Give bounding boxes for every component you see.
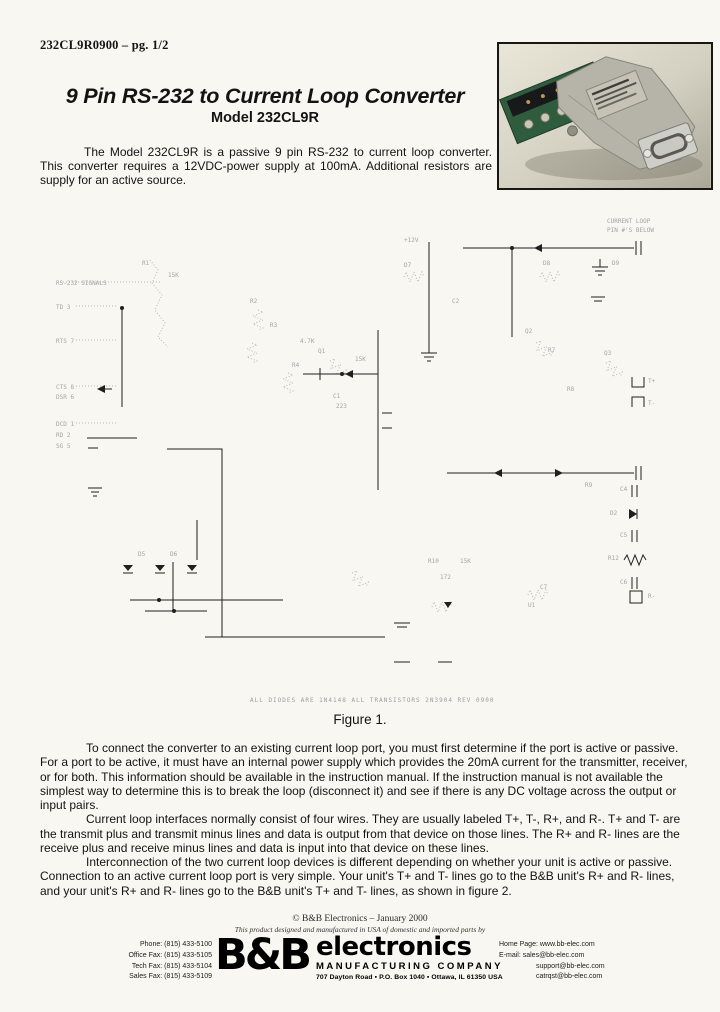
svg-text:C6: C6 bbox=[620, 579, 628, 586]
svg-text:172: 172 bbox=[440, 574, 451, 581]
svg-text:R4: R4 bbox=[292, 362, 300, 369]
bb-logo-address: 707 Dayton Road ▪ P.O. Box 1040 ▪ Ottawa, IL 61350 USA bbox=[316, 974, 503, 981]
svg-text:RTS 7: RTS 7 bbox=[56, 338, 75, 345]
svg-text:D5: D5 bbox=[138, 551, 146, 558]
schematic-note: ALL DIODES ARE 1N4148 ALL TRANSISTORS 2N3904 REV 0900 bbox=[250, 697, 495, 704]
svg-text:R3: R3 bbox=[270, 322, 278, 329]
circuit-schematic-figure1 bbox=[0, 215, 720, 710]
svg-text:D7: D7 bbox=[404, 262, 412, 269]
body-paragraph: Current loop interfaces normally consist of four wires. They are usually labeled T+, T-, R+, and R-. T+ and T- are the transmit plus and transmit minus lines and data is output from that device on those lines. The R+ and R- lines are the receive plus and receive minus lines and data is input into that device on these lines. bbox=[40, 812, 681, 855]
svg-text:Q2: Q2 bbox=[525, 328, 533, 335]
svg-text:PIN #'S BELOW: PIN #'S BELOW bbox=[607, 227, 654, 234]
svg-text:C7: C7 bbox=[540, 584, 548, 591]
page-title: 9 Pin RS-232 to Current Loop Converter bbox=[65, 84, 465, 108]
web-line: E-mail: sales@bb-elec.com bbox=[499, 951, 585, 959]
svg-text:D2: D2 bbox=[610, 510, 618, 517]
bb-logo-name: electronics bbox=[316, 932, 472, 962]
svg-text:DCD 1: DCD 1 bbox=[56, 421, 75, 428]
svg-text:C1: C1 bbox=[333, 393, 341, 400]
phone-line: Phone: (815) 433-5100 bbox=[140, 941, 212, 948]
figure-caption: Figure 1. bbox=[333, 712, 387, 727]
screw-hole bbox=[568, 126, 578, 136]
svg-text:C2: C2 bbox=[452, 298, 460, 305]
svg-text:CURRENT LOOP: CURRENT LOOP bbox=[607, 218, 651, 225]
product-photo bbox=[497, 42, 713, 190]
model-subtitle: Model 232CL9R bbox=[211, 110, 319, 126]
svg-text:15K: 15K bbox=[355, 356, 366, 363]
phone-line: Sales Fax: (815) 433-5109 bbox=[129, 973, 212, 981]
svg-text:RD 2: RD 2 bbox=[56, 432, 71, 439]
svg-text:R7: R7 bbox=[548, 347, 556, 354]
footer-phone-list bbox=[118, 940, 212, 983]
intro-section bbox=[40, 146, 492, 187]
svg-text:D8: D8 bbox=[543, 260, 551, 267]
svg-text:R2: R2 bbox=[250, 298, 258, 305]
body-text bbox=[40, 741, 692, 898]
body-paragraph: To connect the converter to an existing current loop port, you must first determine if the port is active or passive. For a port to be active, it must have an internal power supply which provides the 20mA current for the transmitter, receiver, or for both. This information should be available in the instruction manual. If the instruction manual is not available the simplest way to determine this is to break the loop (disconnect it) and see if there is any DC voltage across the output or input pairs. bbox=[40, 741, 688, 812]
intro-paragraph: The Model 232CL9R is a passive 9 pin RS-232 to current loop converter. This converter requires a 12VDC-power supply at 100mA. Additional resistors are supply for an active source. bbox=[40, 145, 492, 187]
svg-text:Q1: Q1 bbox=[318, 348, 326, 355]
svg-text:T+: T+ bbox=[648, 378, 656, 385]
faint-components bbox=[60, 260, 624, 612]
svg-text:D9: D9 bbox=[612, 260, 620, 267]
svg-text:CTS 8: CTS 8 bbox=[56, 384, 75, 391]
svg-text:D6: D6 bbox=[170, 551, 178, 558]
svg-text:Q3: Q3 bbox=[604, 350, 612, 357]
phone-line: Tech Fax: (815) 433-5104 bbox=[131, 962, 212, 970]
svg-text:T-: T- bbox=[648, 400, 656, 407]
svg-text:R1: R1 bbox=[142, 260, 150, 267]
svg-text:RS-232 SIGNALS: RS-232 SIGNALS bbox=[56, 280, 107, 287]
footer-copyright: © B&B Electronics – January 2000 bbox=[292, 914, 428, 924]
schematic-labels bbox=[56, 218, 656, 609]
web-line: support@bb-elec.com bbox=[536, 962, 605, 970]
bb-logo-mark: B&B bbox=[215, 930, 310, 980]
svg-text:15K: 15K bbox=[460, 558, 471, 565]
svg-text:R10: R10 bbox=[428, 558, 439, 565]
svg-text:R9: R9 bbox=[585, 482, 593, 489]
phone-line: Office Fax: (815) 433-5105 bbox=[128, 951, 212, 959]
solid-traces bbox=[87, 241, 646, 662]
svg-text:223: 223 bbox=[336, 403, 347, 410]
web-line: catrqst@bb-elec.com bbox=[536, 973, 603, 981]
svg-text:C5: C5 bbox=[620, 532, 628, 539]
svg-text:R-: R- bbox=[648, 593, 656, 600]
footer-web-list bbox=[499, 940, 659, 983]
svg-text:R8: R8 bbox=[567, 386, 575, 393]
svg-text:TD 3: TD 3 bbox=[56, 304, 71, 311]
svg-text:15K: 15K bbox=[168, 272, 179, 279]
footer-tagline: This product designed and manufactured in USA of domestic and imported parts by bbox=[234, 925, 486, 934]
svg-text:+12V: +12V bbox=[404, 237, 419, 244]
product-photo-image bbox=[499, 44, 711, 188]
svg-text:DSR 6: DSR 6 bbox=[56, 394, 75, 401]
svg-text:4.7K: 4.7K bbox=[300, 338, 315, 345]
doc-number: 232CL9R0900 – pg. 1/2 bbox=[40, 38, 169, 52]
body-paragraph: Interconnection of the two current loop devices is different depending on whether your unit is active or passive. Connection to an active current loop port is very simple. Your unit's T+ and T- lines go to the B&B unit's R+ and R- lines, and your unit's R+ and R- lines go to the B&B unit's T+ and T- lines, as shown in figure 2. bbox=[40, 855, 675, 898]
bb-logo-stack bbox=[316, 932, 516, 981]
svg-text:U1: U1 bbox=[528, 602, 536, 609]
svg-text:SG 5: SG 5 bbox=[56, 443, 71, 450]
svg-text:R12: R12 bbox=[608, 555, 619, 562]
bb-logo-subname: MANUFACTURING COMPANY bbox=[316, 961, 503, 972]
web-line: Home Page: www.bb-elec.com bbox=[499, 941, 595, 948]
schematic-symbols bbox=[97, 244, 638, 613]
svg-text:C4: C4 bbox=[620, 486, 628, 493]
